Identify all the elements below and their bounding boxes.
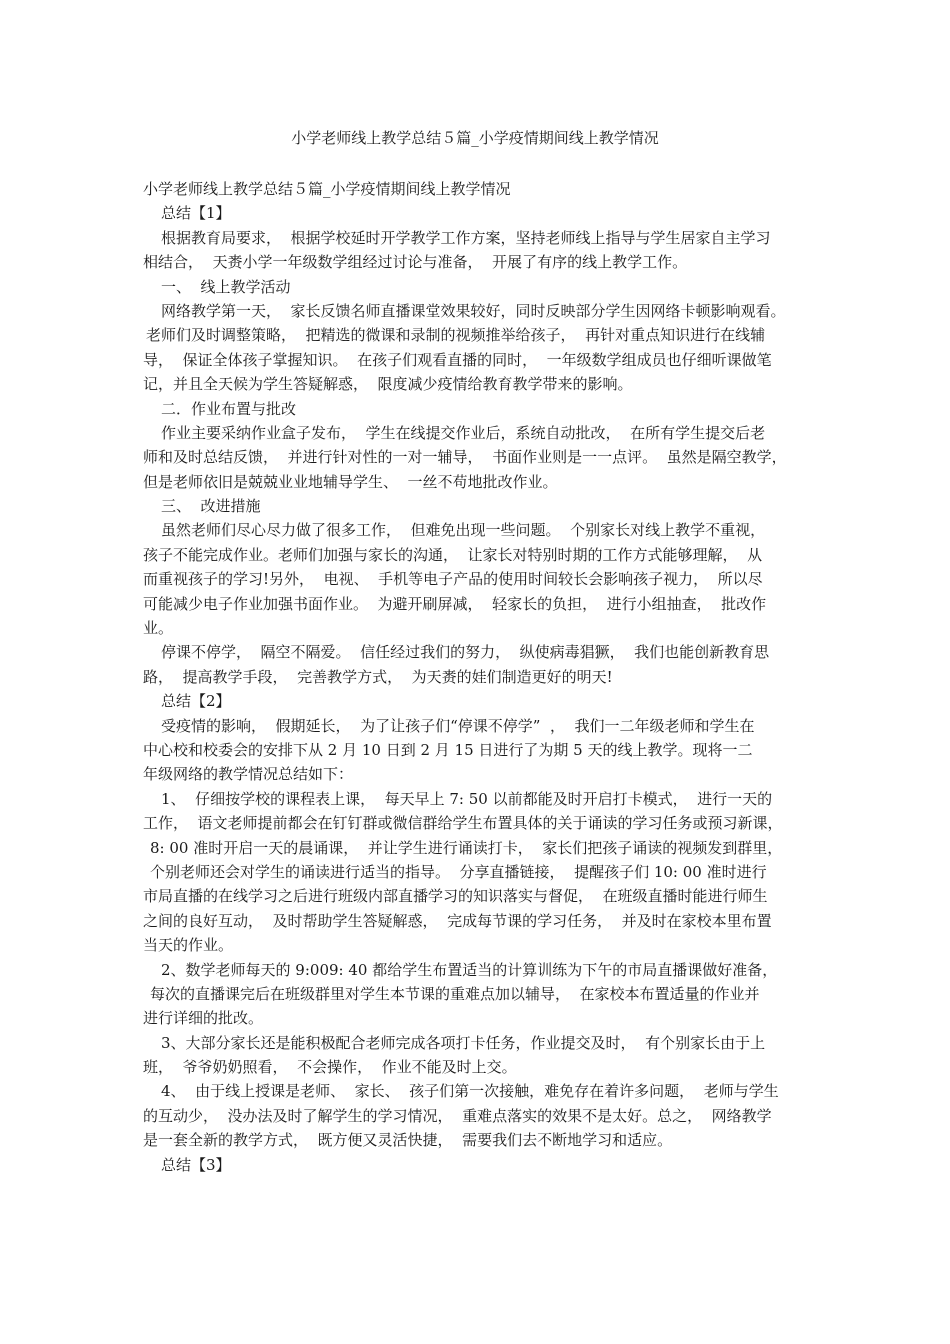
paragraph-line: 受疫情的影响， 假期延长， 为了让孩子们“停课不停学” ， 我们一二年级老师和学生在 (161, 716, 755, 735)
paragraph-line: 之间的良好互动， 及时帮助学生答疑解惑， 完成每节课的学习任务， 并及时在家校本里布置 (143, 911, 772, 930)
paragraph-line: 作业主要采纳作业盒子发布， 学生在线提交作业后，系统自动批改， 在所有学生提交后老 (161, 423, 766, 442)
paragraph-line: 记，并且全天候为学生答疑解惑， 限度减少疫情给教育教学带来的影响。 (143, 375, 633, 394)
paragraph-line: 个别老师还会对学生的诵读进行适当的指导。 分享直播链接， 提醒孩子们 10: 00 准时进行 (150, 862, 767, 881)
paragraph-line: 但是老师依旧是兢兢业业地辅导学生、 一丝不苟地批改作业。 (143, 472, 558, 491)
paragraph-line: 是一套全新的教学方式， 既方便又灵活快捷， 需要我们去不断地学习和适应。 (143, 1131, 673, 1150)
paragraph-line: 导， 保证全体孩子掌握知识。 在孩子们观看直播的同时， 一年级数学组成员也仔细听课做笔 (143, 350, 772, 369)
paragraph-line: 4、 由于线上授课是老师、 家长、 孩子们第一次接触，难免存在着许多问题， 老师与学生 (161, 1082, 779, 1101)
paragraph-line: 网络教学第一天， 家长反馈名师直播课堂效果较好，同时反映部分学生因网络卡顿影响观看。 (161, 301, 786, 320)
document-title: 小学老师线上教学总结５篇_小学疫情期间线上教学情况 (291, 129, 659, 147)
paragraph-line: 相结合， 天赉小学一年级数学组经过讨论与准备， 开展了有序的线上教学工作。 (143, 253, 688, 272)
paragraph-line: 每次的直播课完后在班级群里对学生本节课的重难点加以辅导， 在家校本布置适量的作业并 (150, 984, 760, 1003)
paragraph-line: 孩子不能完成作业。老师们加强与家长的沟通， 让家长对特别时期的工作方式能够理解， 从 (143, 545, 763, 564)
subtitle-line: 小学老师线上教学总结５篇_小学疫情期间线上教学情况 (143, 180, 511, 198)
paragraph-line: 中心校和校委会的安排下从 2 月 10 日到 2 月 15 日进行了为期 5 天的线上教学。现将一二 (143, 740, 753, 759)
paragraph-line: 班， 爷爷奶奶照看， 不会操作， 作业不能及时上交。 (143, 1058, 517, 1077)
paragraph-line: 可能减少电子作业加强书面作业。 为避开刷屏减， 轻家长的负担， 进行小组抽查， 批改作 (143, 594, 767, 613)
paragraph-line: 3、大部分家长还是能积极配合老师完成各项打卡任务，作业提交及时， 有个别家长由于上 (161, 1033, 766, 1052)
paragraph-line: 年级网络的教学情况总结如下： (143, 765, 354, 784)
paragraph-line: 1、 仔细按学校的课程表上课， 每天早上 7: 50 以前都能及时开启打卡模式， 进行一天的 (161, 789, 773, 808)
paragraph-line: 师和及时总结反馈， 并进行针对性的一对一辅导， 书面作业则是一一点评。 虽然是隔空教学， (143, 448, 787, 467)
section-heading-2: 总结【2】 (161, 692, 231, 711)
paragraph-line: 业。 (143, 619, 174, 638)
paragraph-line: 路， 提高教学手段， 完善教学方式， 为天赉的娃们制造更好的明天! (143, 667, 613, 686)
section-heading-1: 总结【1】 (161, 204, 231, 223)
document-body (143, 177, 810, 1177)
paragraph-line: 进行详细的批改。 (143, 1009, 264, 1028)
subsection-heading: 三、 改进措施 (161, 497, 261, 516)
paragraph-line: 的互动少， 没办法及时了解学生的学习情况， 重难点落实的效果不是太好。总之， 网络教学 (143, 1106, 772, 1125)
paragraph-line: 市局直播的在线学习之后进行班级内部直播学习的知识落实与督促， 在班级直播时能进行师生 (143, 887, 768, 906)
paragraph-line: 停课不停学， 隔空不隔爱。 信任经过我们的努力， 纵使病毒猖獗， 我们也能创新教育思 (161, 643, 770, 662)
section-heading-3: 总结【3】 (161, 1155, 231, 1174)
paragraph-line: 根据教育局要求， 根据学校延时开学教学工作方案，坚持老师线上指导与学生居家自主学习 (161, 228, 771, 247)
paragraph-line: 而重视孩子的学习!另外， 电视、 手机等电子产品的使用时间较长会影响孩子视力， 所以尽 (143, 570, 763, 589)
paragraph-line: 当天的作业。 (143, 936, 234, 955)
paragraph-line: 老师们及时调整策略， 把精选的微课和录制的视频推举给孩子， 再针对重点知识进行在线辅 (146, 326, 766, 345)
subsection-heading: 一、 线上教学活动 (161, 277, 291, 296)
subsection-heading: 二．作业布置与批改 (161, 399, 297, 418)
paragraph-line: 2、数学老师每天的 9:009: 40 都给学生布置适当的计算训练为下午的市局直播课做好准备， (161, 960, 778, 979)
paragraph-line: 虽然老师们尽心尽力做了很多工作， 但难免出现一些问题。 个别家长对线上教学不重视， (161, 521, 766, 540)
paragraph-line: 工作， 语文老师提前都会在钉钉群或微信群给学生布置具体的关于诵读的学习任务或预习新课， (143, 814, 783, 833)
paragraph-line: 8: 00 准时开启一天的晨诵课， 并让学生进行诵读打卡， 家长们把孩子诵读的视频发到群里， (150, 838, 783, 857)
